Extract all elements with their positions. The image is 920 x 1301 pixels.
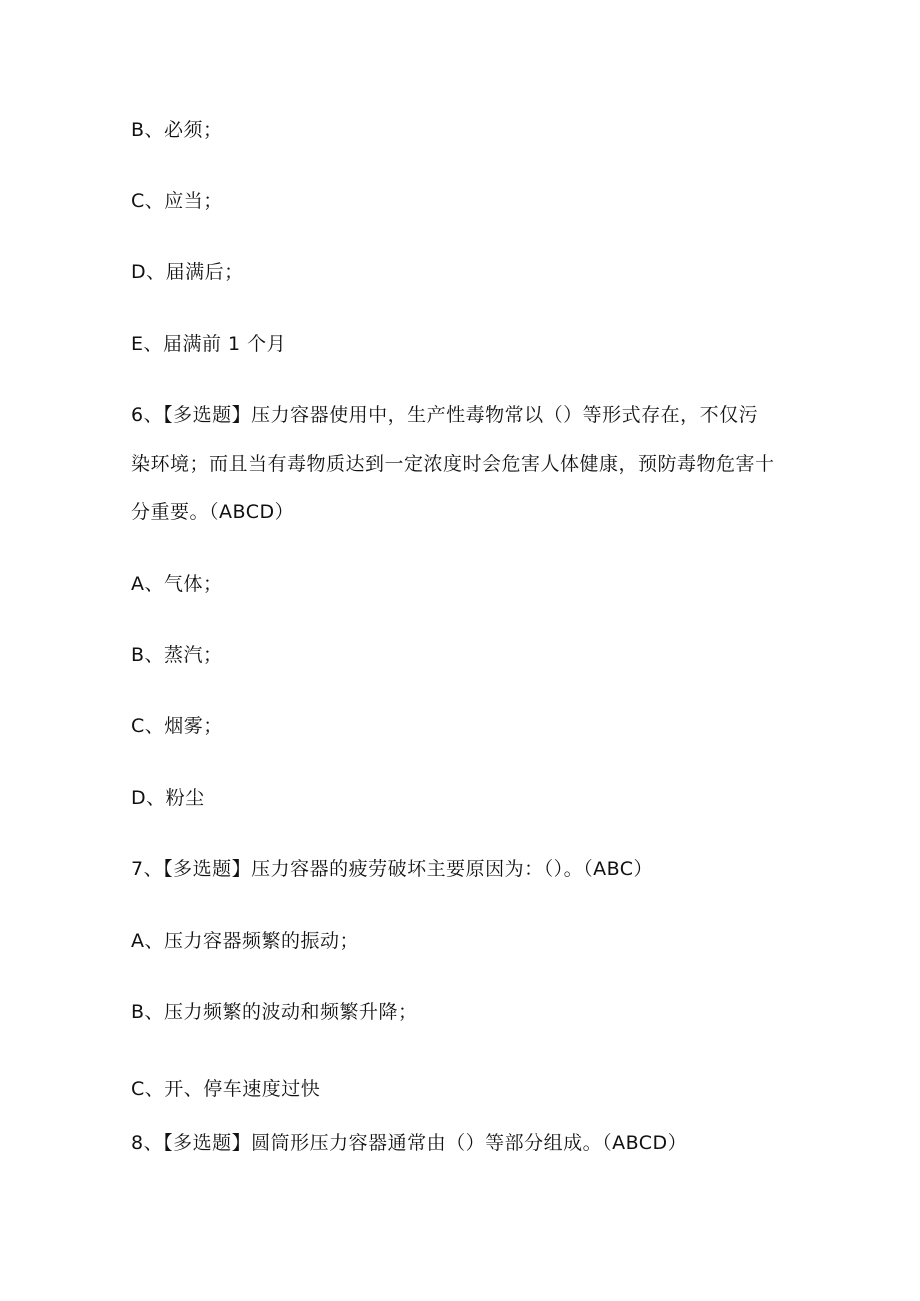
option-e-line: E、届满前 1 个月 xyxy=(131,333,287,355)
q7-option-c: C、开、停车速度过快 xyxy=(131,1078,321,1100)
option-c-line: C、应当； xyxy=(131,190,223,212)
question-7-line: 7、【多选题】压力容器的疲劳破坏主要原因为：（）。（ABC） xyxy=(131,858,654,880)
option-b-line: B、必须； xyxy=(131,119,223,141)
question-6-line-1: 6、【多选题】压力容器使用中，生产性毒物常以（）等形式存在，不仅污 xyxy=(131,404,759,426)
question-6-line-3: 分重要。（ABCD） xyxy=(131,501,295,523)
q6-option-a: A、气体； xyxy=(131,573,223,595)
q7-option-b: B、压力频繁的波动和频繁升降； xyxy=(131,1001,418,1023)
q6-option-c: C、烟雾； xyxy=(131,715,223,737)
q7-option-a: A、压力容器频繁的振动； xyxy=(131,930,359,952)
q6-option-d: D、粉尘 xyxy=(131,787,205,809)
question-8-line: 8、【多选题】圆筒形压力容器通常由（）等部分组成。（ABCD） xyxy=(131,1132,688,1154)
option-d-line: D、届满后； xyxy=(131,261,244,283)
q6-option-b: B、蒸汽； xyxy=(131,644,223,666)
question-6-line-2: 染环境；而且当有毒物质达到一定浓度时会危害人体健康，预防毒物危害十 xyxy=(131,453,775,475)
